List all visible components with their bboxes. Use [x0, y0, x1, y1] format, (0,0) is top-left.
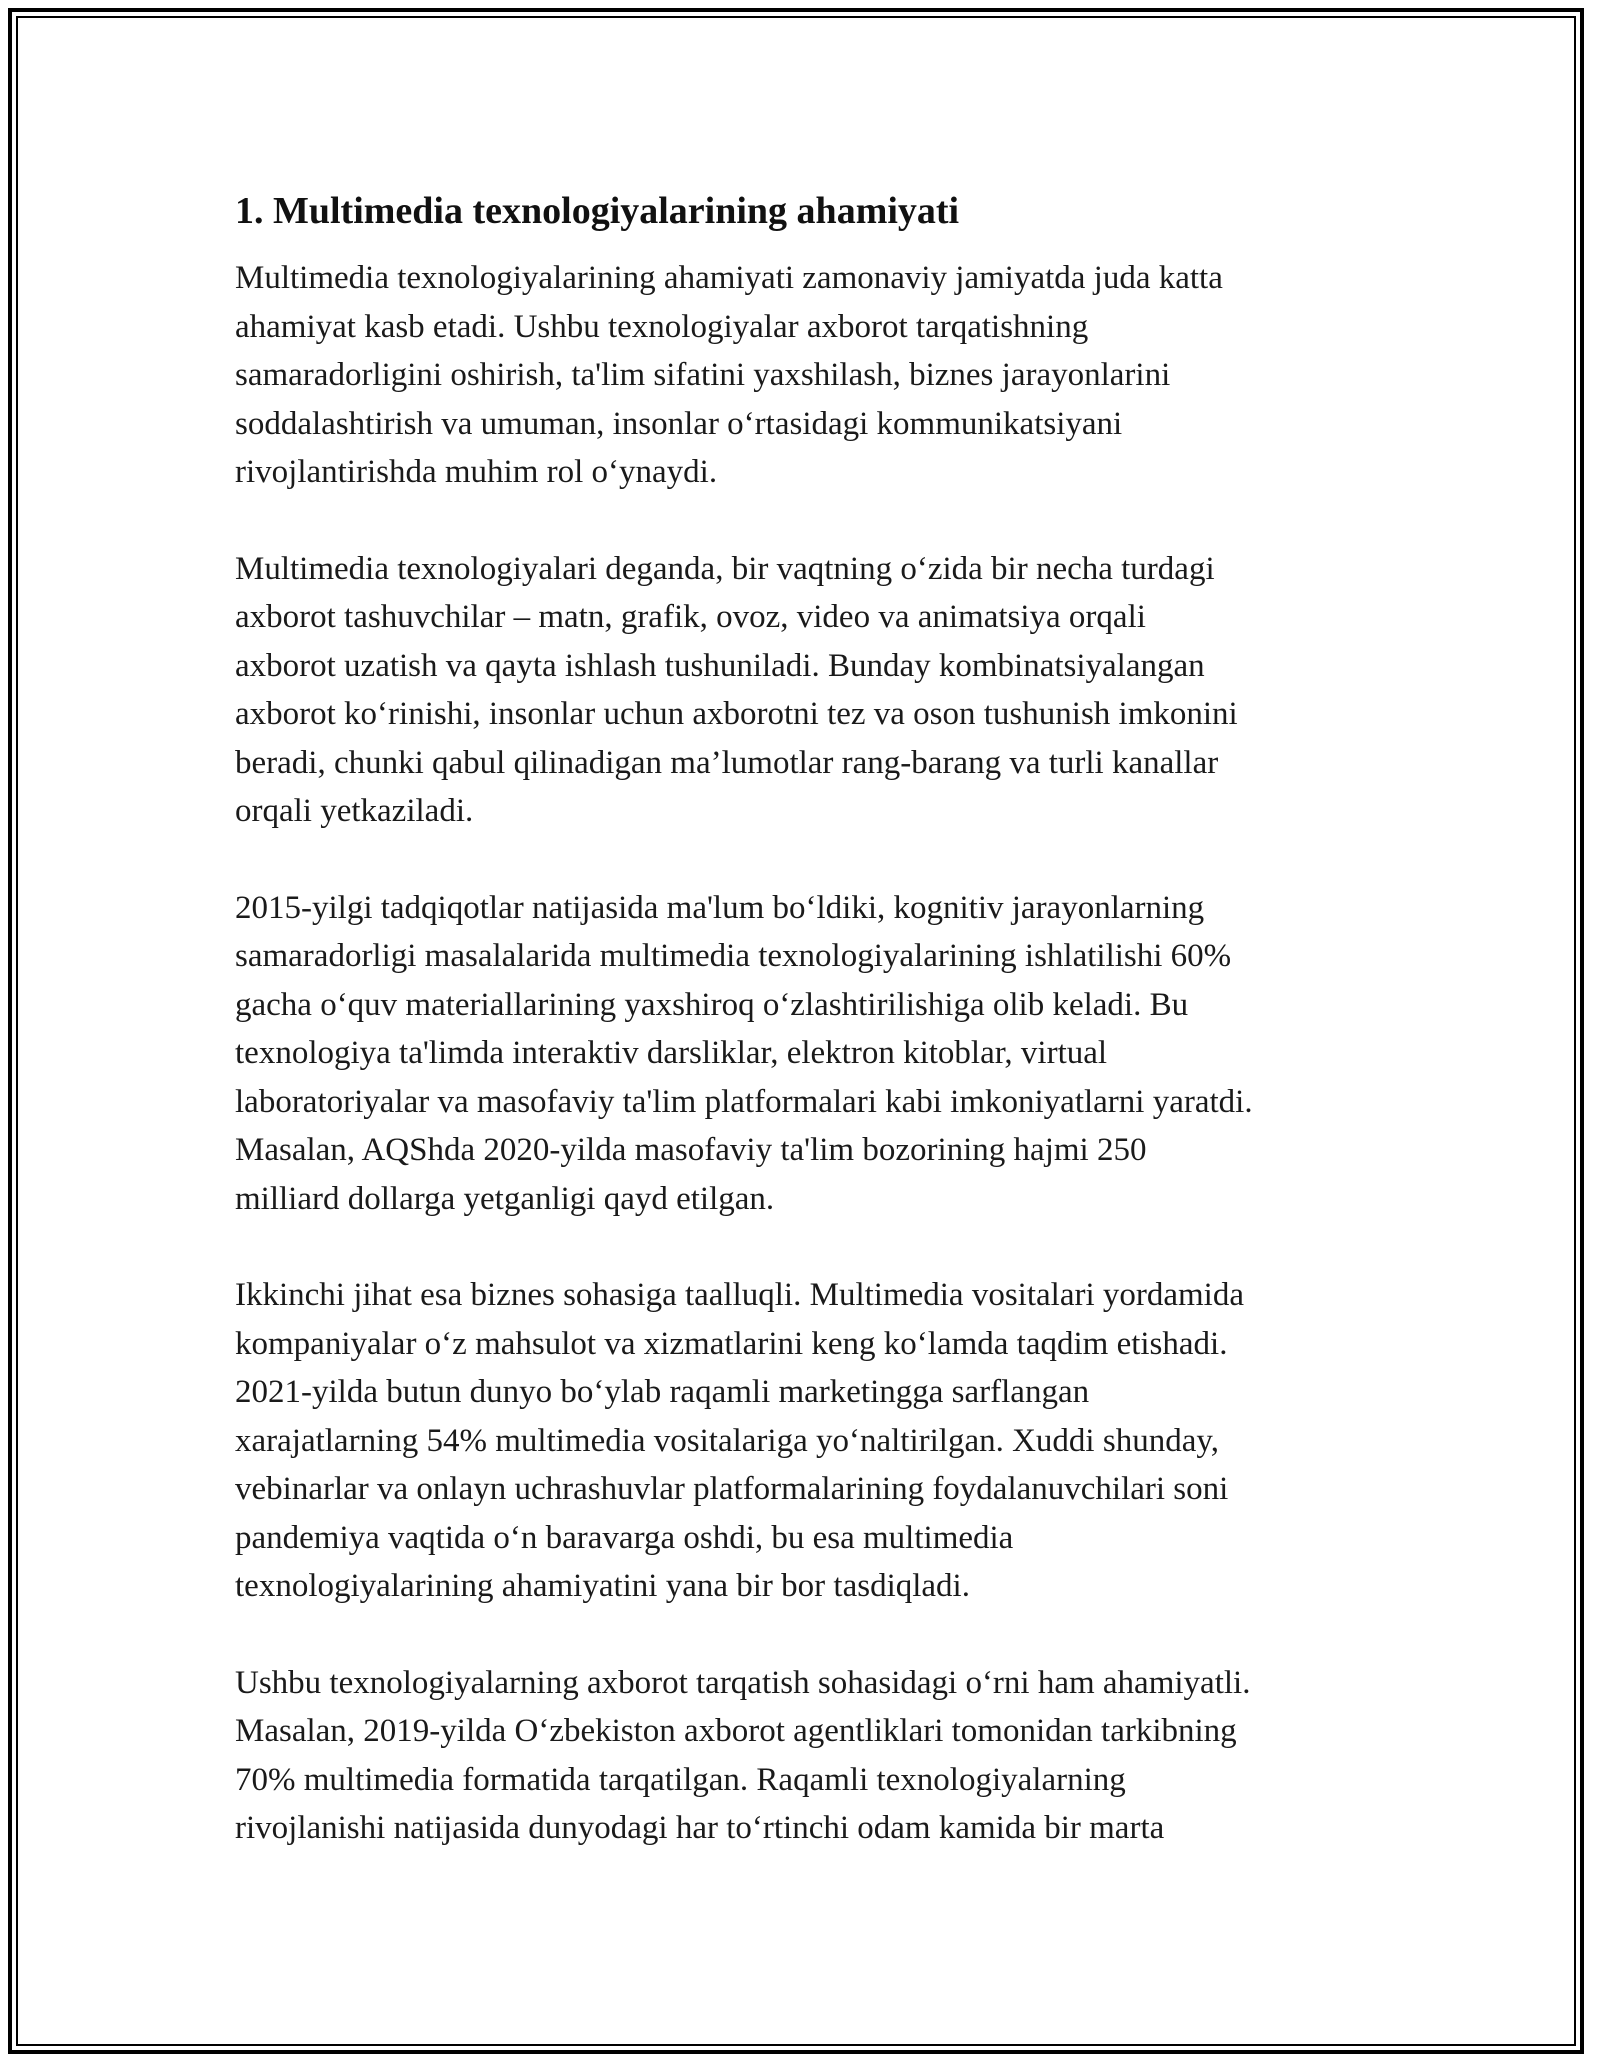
paragraph-3: 2015-yilgi tadqiqotlar natijasida ma'lum bo‘ldiki, kognitiv jarayonlarning samaradorligi masalalarida multimedia texnologiyalarining ishlatilishi 60% gacha o‘quv materiallarining yaxshiroq o‘zlashtirilishiga olib keladi. Bu texnologiya ta'limda interaktiv darsliklar, elektron kitoblar, virtual laboratoriyalar va masofaviy ta'lim platformalari kabi imkoniyatlarni yaratdi. Masalan, AQShda 2020-yilda masofaviy ta'lim bozorining hajmi 250 milliard dollarga yetganligi qayd etilgan. [235, 889, 1253, 1217]
paragraph-4: Ikkinchi jihat esa biznes sohasiga taalluqli. Multimedia vositalari yordamida kompaniyalar o‘z mahsulot va xizmatlarini keng ko‘lamda taqdim etishadi. 2021-yilda butun dunyo bo‘ylab raqamli marketingga sarflangan xarajatlarning 54% multimedia vositalariga yo‘naltirilgan. Xuddi shunday, vebinarlar va onlayn uchrashuvlar platformalarining foydalanuvchilari soni pandemiya vaqtida o‘n baravarga oshdi, bu esa multimedia texnologiyalarining ahamiyatini yana bir bor tasdiqladi. [235, 1277, 1244, 1604]
paragraph-1: Multimedia texnologiyalarining ahamiyati zamonaviy jamiyatda juda katta ahamiyat kasb etadi. Ushbu texnologiyalar axborot tarqatishning samaradorligini oshirish, ta'lim sifatini yaxshilash, biznes jarayonlarini soddalashtirish va umuman, insonlar o‘rtasidagi kommunikatsiyani rivojlantirishda muhim rol o‘ynaydi. [235, 260, 1223, 490]
paragraph-2: Multimedia texnologiyalari deganda, bir vaqtning o‘zida bir necha turdagi axborot tashuvchilar – matn, grafik, ovoz, video va animatsiya orqali axborot uzatish va qayta ishlash tushuniladi. Bunday kombinatsiyalangan axborot ko‘rinishi, insonlar uchun axborotni tez va oson tushunish imkonini beradi, chunki qabul qilinadigan ma’lumotlar rang-barang va turli kanallar orqali yetkaziladi. [235, 550, 1238, 829]
paragraph-5: Ushbu texnologiyalarning axborot tarqatish sohasidagi o‘rni ham ahamiyatli. Masalan, 2019-yilda O‘zbekiston axborot agentliklari tomonidan tarkibning 70% multimedia formatida tarqatilgan. Raqamli texnologiyalarning rivojlanishi natijasida dunyodagi har to‘rtinchi odam kamida bir marta [235, 1664, 1251, 1846]
document-body [235, 186, 1395, 1901]
page-title: 1. Multimedia texnologiyalarining ahamiyati [235, 190, 960, 232]
